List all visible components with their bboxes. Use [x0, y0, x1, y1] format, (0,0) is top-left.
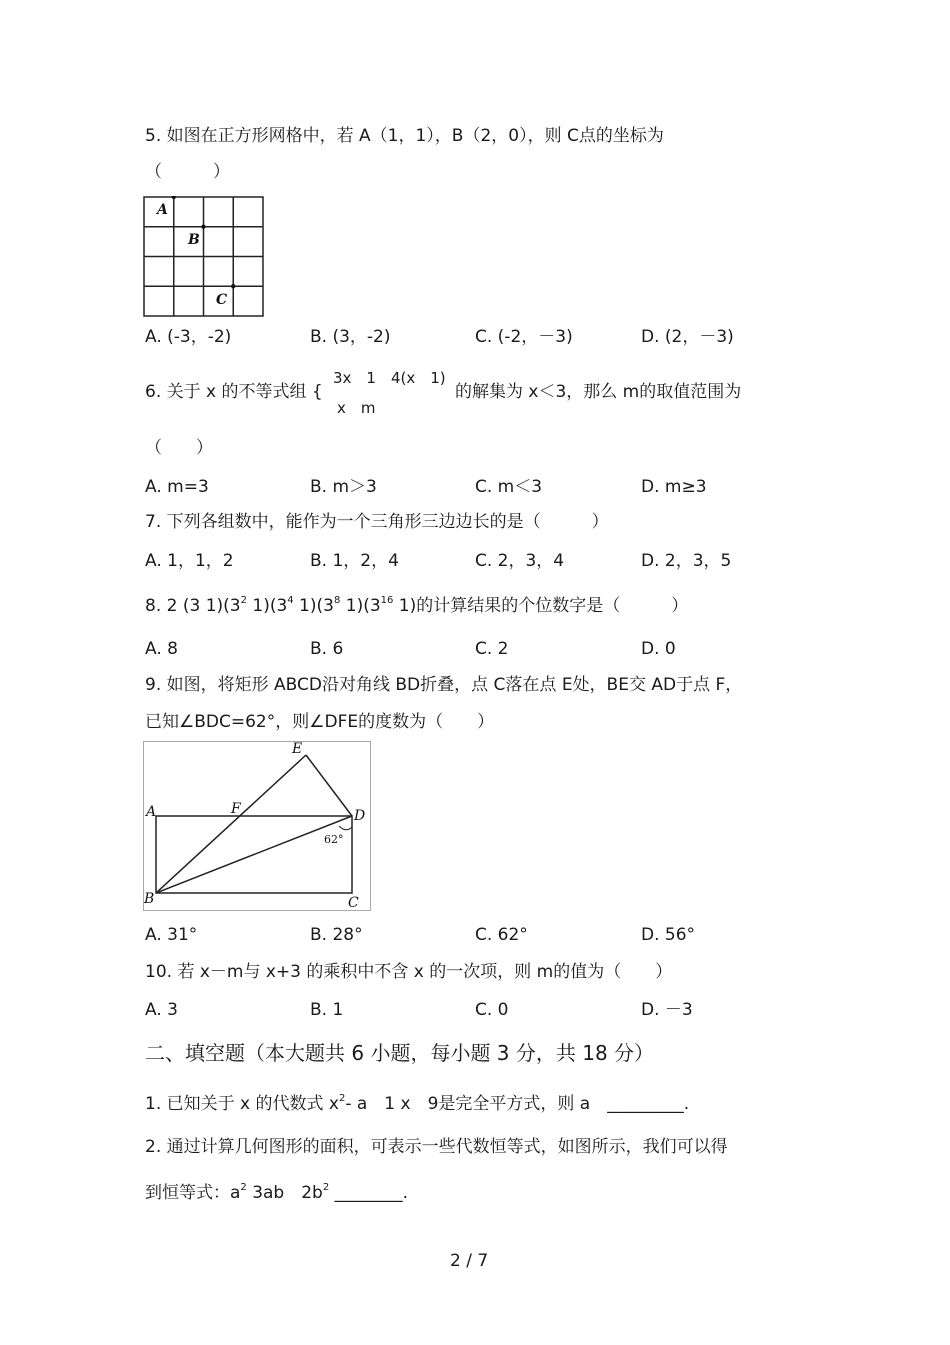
fill1-exponent: 2 — [338, 1093, 346, 1104]
q10-option-d: D. －3 — [641, 1000, 693, 1020]
q5-stem: 5. 如图在正方形网格中，若 A（1，1），B（2，0），则 C点的坐标为 — [145, 126, 664, 146]
fig-label-e: E — [292, 741, 303, 757]
section2-title: 二、填空题（本大题共 6 小题，每小题 3 分，共 18 分） — [145, 1041, 655, 1065]
page-number: 2 / 7 — [450, 1251, 489, 1271]
q8-option-a: A. 8 — [145, 639, 178, 659]
q8-stem-part-a: 8. 2 (3 1)(3 — [145, 596, 241, 616]
q9-option-c: C. 62° — [475, 925, 528, 945]
q6-option-b: B. m＞3 — [310, 477, 377, 497]
fig-label-b: B — [144, 891, 155, 907]
q5-option-a: A. (-3，-2) — [145, 327, 232, 347]
q6-system-line2: x m — [337, 399, 376, 417]
q5-paren: （ ） — [145, 162, 230, 182]
q6-stem-prefix: 6. 关于 x 的不等式组 { — [145, 382, 323, 402]
q8-option-d: D. 0 — [641, 639, 676, 659]
fill2-stem-line2 — [145, 1183, 408, 1206]
q10-option-b: B. 1 — [310, 1000, 344, 1020]
q10-option-c: C. 0 — [475, 1000, 509, 1020]
q9-option-d: D. 56° — [641, 925, 696, 945]
q8-exponent-1: 2 — [240, 595, 247, 606]
grid-label-c: C — [216, 292, 228, 308]
fill2-part-b: 3ab 2b — [246, 1183, 323, 1203]
fig-label-c: C — [348, 895, 359, 911]
q6-paren: （ ） — [145, 438, 213, 458]
q8-option-b: B. 6 — [310, 639, 344, 659]
fig-label-d: D — [354, 808, 366, 824]
fig-label-f: F — [231, 801, 241, 817]
q8-stem-part-c: 1)(3 — [293, 596, 334, 616]
q8-option-c: C. 2 — [475, 639, 509, 659]
fill2-part-a: 到恒等式：a — [145, 1183, 241, 1203]
fill1-part-a: 1. 已知关于 x 的代数式 x — [145, 1094, 339, 1114]
grid-label-a: A — [157, 202, 168, 218]
q6-system-line1: 3x 1 4(x 1) — [333, 369, 446, 387]
q10-stem: 10. 若 x－m与 x+3 的乘积中不含 x 的一次项，则 m的值为（ ） — [145, 962, 673, 982]
q8-stem-part-e: 1)的计算结果的个位数字是（ ） — [393, 596, 689, 616]
q5-option-c: C. (-2，－3) — [475, 327, 573, 347]
q10-option-a: A. 3 — [145, 1000, 178, 1020]
q8-stem — [145, 596, 688, 619]
q6-option-d: D. m≥3 — [641, 477, 707, 497]
q8-stem-part-b: 1)(3 — [246, 596, 288, 616]
fig-label-angle-62: 62° — [324, 833, 344, 846]
q8-exponent-4: 16 — [380, 595, 394, 606]
fill2-stem-line1: 2. 通过计算几何图形的面积，可表示一些代数恒等式，如图所示，我们可以得 — [145, 1137, 728, 1157]
q9-rectangle-fold-figure — [143, 741, 371, 911]
q9-stem-line1: 9. 如图，将矩形 ABCD沿对角线 BD折叠，点 C落在点 E处，BE交 AD于点 F， — [145, 675, 743, 695]
fill2-part-c: ________. — [329, 1183, 409, 1203]
q7-stem: 7. 下列各组数中，能作为一个三角形三边边长的是（ ） — [145, 512, 609, 532]
fill1-stem — [145, 1094, 689, 1117]
q8-exponent-2: 4 — [287, 595, 294, 606]
q5-option-d: D. (2，－3) — [641, 327, 734, 347]
q9-option-b: B. 28° — [310, 925, 363, 945]
q9-stem-line2: 已知∠BDC=62°，则∠DFE的度数为（ ） — [145, 712, 495, 732]
q8-exponent-3: 8 — [333, 595, 341, 606]
fig-label-a: A — [146, 804, 157, 820]
q5-option-b: B. (3，-2) — [310, 327, 391, 347]
q7-option-d: D. 2，3，5 — [641, 551, 732, 571]
q7-option-b: B. 1，2，4 — [310, 551, 399, 571]
q6-stem-suffix: 的解集为 x＜3，那么 m的取值范围为 — [455, 382, 742, 402]
q7-option-c: C. 2，3，4 — [475, 551, 565, 571]
fill2-exponent-1: 2 — [240, 1182, 247, 1193]
q6-option-c: C. m＜3 — [475, 477, 543, 497]
q9-option-a: A. 31° — [145, 925, 198, 945]
q5-grid-figure — [143, 196, 265, 318]
q6-option-a: A. m=3 — [145, 477, 209, 497]
fill1-part-b: - a 1 x 9是完全平方式，则 a _________. — [345, 1094, 690, 1114]
q7-option-a: A. 1，1，2 — [145, 551, 234, 571]
grid-label-b: B — [188, 232, 200, 248]
fill2-exponent-2: 2 — [322, 1182, 330, 1193]
q8-stem-part-d: 1)(3 — [340, 596, 381, 616]
